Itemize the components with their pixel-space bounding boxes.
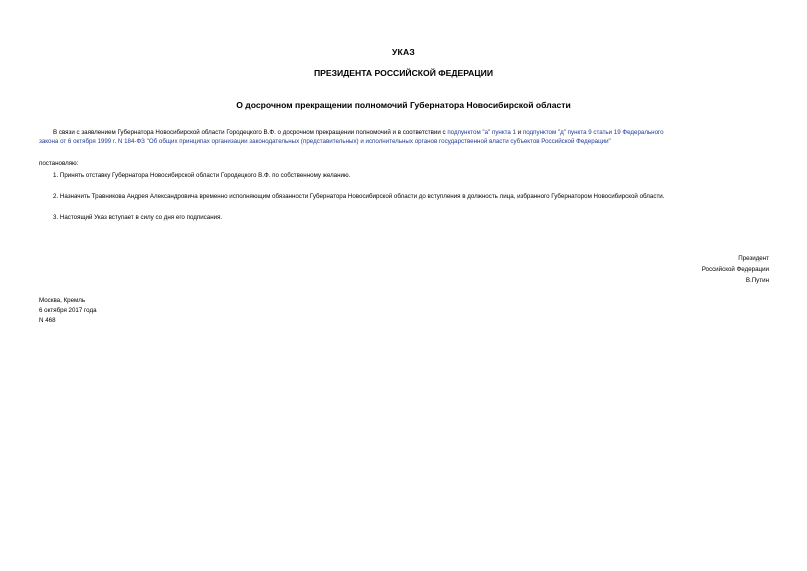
decree-item-1: 1. Принять отставку Губернатора Новосибирской области Городецкого В.Ф. по собственному желанию. <box>53 172 351 179</box>
preamble-text: В связи с заявлением Губернатора Новосибирской области Городецкого В.Ф. о досрочном прекращении полномочий и в соответствии с <box>53 129 448 136</box>
preamble-line-1 <box>53 128 664 137</box>
decree-word: постановляю: <box>39 160 79 167</box>
signature-name: В.Путин <box>745 277 769 284</box>
signature-title: Президент <box>738 255 769 262</box>
decree-subject-heading: О досрочном прекращении полномочий Губернатора Новосибирской области <box>236 100 571 110</box>
issuer-heading: ПРЕЗИДЕНТА РОССИЙСКОЙ ФЕДЕРАЦИИ <box>313 68 494 78</box>
link-subpoint-d-point-9[interactable]: подпунктом "д" пункта 9 статьи 19 Федерального <box>522 129 664 136</box>
preamble-and: и <box>515 129 523 136</box>
decree-item-2: 2. Назначить Травникова Андрея Александровича временно исполняющим обязанности Губернатора Новосибирской области до вступления в должность лица, избранного Губернатором Новосибирской области. <box>53 193 665 200</box>
link-subpoint-a-point-1[interactable]: подпунктом "а" пункта 1 <box>447 129 516 136</box>
document-type-heading: УКАЗ <box>392 47 415 57</box>
signing-date: 6 октября 2017 года <box>39 307 97 314</box>
link-federal-law-184[interactable]: закона от 6 октября 1999 г. N 184-ФЗ "Об общих принципах организации законодательных (представительных) и исполнительных органов государственной власти субъектов Российской Федерации" <box>39 138 611 145</box>
decree-item-3: 3. Настоящий Указ вступает в силу со дня его подписания. <box>53 214 223 221</box>
signing-place: Москва, Кремль <box>39 297 86 304</box>
decree-number: N 468 <box>39 317 56 324</box>
signature-country: Российской Федерации <box>701 266 769 273</box>
